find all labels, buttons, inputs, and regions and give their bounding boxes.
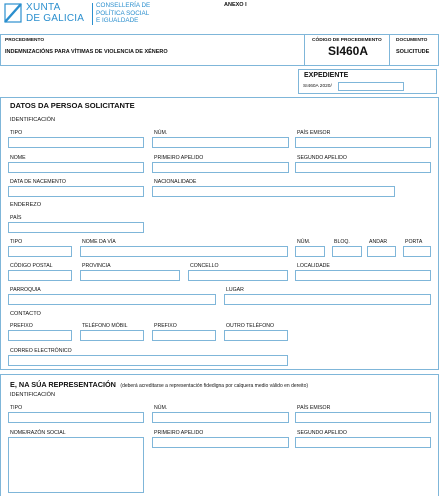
rep-identificacion-title: IDENTIFICACIÓN [10, 392, 56, 398]
pais-label: PAÍS [10, 215, 22, 221]
procedure-divider-2 [389, 34, 390, 66]
concello-input[interactable] [188, 270, 288, 281]
prefixo-label: PREFIXO [10, 323, 33, 329]
expediente-number-input[interactable] [338, 82, 404, 91]
contacto-title: CONTACTO [10, 311, 41, 317]
enderezo-tipo-input[interactable] [8, 246, 72, 257]
logo-divider [92, 3, 93, 25]
dept-line1: CONSELLERÍA DE [96, 2, 151, 9]
nacionalidade-input[interactable] [152, 186, 395, 197]
representacion-note: (deberá acreditarse a representación fidedigna por calquera medio válido en dereito) [120, 383, 309, 389]
parroquia-input[interactable] [8, 294, 216, 305]
codigo-value: SI460A [328, 44, 369, 58]
provincia-input[interactable] [80, 270, 180, 281]
localidade-input[interactable] [295, 270, 431, 281]
pais-emisor-input[interactable] [295, 137, 431, 148]
bloq-label: BLOQ. [334, 239, 350, 245]
tipo-input[interactable] [8, 137, 144, 148]
solicitante-title: DATOS DA PERSOA SOLICITANTE [10, 101, 135, 110]
enderezo-tipo-label: TIPO [10, 239, 23, 245]
rep-tipo-input[interactable] [8, 412, 144, 423]
rep-pais-emisor-label: PAÍS EMISOR [297, 405, 331, 411]
outro-telefono-input[interactable] [224, 330, 288, 341]
lugar-input[interactable] [224, 294, 431, 305]
xunta-logo [4, 2, 92, 26]
rep-num-input[interactable] [152, 412, 289, 423]
bloq-input[interactable] [332, 246, 362, 257]
localidade-label: LOCALIDADE [297, 263, 330, 269]
rep-segundo-apelido-input[interactable] [295, 437, 431, 448]
nome-via-label: NOME DA VÍA [82, 239, 116, 245]
procedure-divider-1 [304, 34, 305, 66]
enderezo-num-input[interactable] [295, 246, 325, 257]
codigo-postal-input[interactable] [8, 270, 72, 281]
andar-input[interactable] [367, 246, 396, 257]
parroquia-label: PARROQUIA [10, 287, 41, 293]
data-nacemento-input[interactable] [8, 186, 144, 197]
representacion-heading [10, 378, 308, 391]
segundo-apelido-label: SEGUNDO APELIDO [297, 155, 347, 161]
num-input[interactable] [152, 137, 289, 148]
rep-primeiro-apelido-label: PRIMEIRO APELIDO [154, 430, 204, 436]
expediente-prefix: SI460A 2020/ [303, 84, 332, 89]
telefono-movil-label: TELÉFONO MÓBIL [82, 323, 128, 329]
correo-input[interactable] [8, 355, 288, 366]
data-nacemento-label: DATA DE NACEMENTO [10, 179, 66, 185]
expediente-title: EXPEDIENTE [304, 72, 349, 79]
anexo-label: ANEXO I [224, 2, 247, 8]
nome-label: NOME [10, 155, 26, 161]
provincia-label: PROVINCIA [82, 263, 111, 269]
porta-label: PORTA [405, 239, 423, 245]
primeiro-apelido-label: PRIMEIRO APELIDO [154, 155, 204, 161]
rep-tipo-label: TIPO [10, 405, 23, 411]
procedimento-value: INDEMNIZACIÓNS PARA VÍTIMAS DE VIOLENCIA DE XÉNERO [5, 49, 168, 55]
rep-pais-emisor-input[interactable] [295, 412, 431, 423]
pais-input[interactable] [8, 222, 144, 233]
documento-label: DOCUMENTO [396, 38, 428, 43]
rep-num-label: NÚM. [154, 405, 168, 411]
pais-emisor-label: PAÍS EMISOR [297, 130, 331, 136]
logo-line1: XUNTA [26, 2, 61, 13]
procedimento-label: PROCEDIMENTO [5, 38, 45, 43]
rep-nome-razon-label: NOME/RAZÓN SOCIAL [10, 430, 66, 436]
logo-line2: DE GALICIA [26, 13, 85, 24]
concello-label: CONCELLO [190, 263, 219, 269]
nome-input[interactable] [8, 162, 144, 173]
dept-line2: POLÍTICA SOCIAL [96, 9, 150, 17]
porta-input[interactable] [403, 246, 431, 257]
codigo-postal-label: CÓDIGO POSTAL [10, 263, 53, 269]
rep-primeiro-apelido-input[interactable] [152, 437, 289, 448]
department-name [96, 2, 150, 25]
tipo-label: TIPO [10, 130, 23, 136]
telefono-movil-input[interactable] [80, 330, 144, 341]
nacionalidade-label: NACIONALIDADE [154, 179, 197, 185]
identificacion-title: IDENTIFICACIÓN [10, 117, 56, 123]
rep-segundo-apelido-label: SEGUNDO APELIDO [297, 430, 347, 436]
primeiro-apelido-input[interactable] [152, 162, 289, 173]
segundo-apelido-input[interactable] [295, 162, 431, 173]
xunta-flag-icon [4, 3, 22, 23]
codigo-label: CÓDIGO DE PROCEDEMENTO [312, 38, 382, 43]
prefixo2-input[interactable] [152, 330, 216, 341]
rep-nome-razon-input[interactable] [8, 437, 144, 493]
prefixo-input[interactable] [8, 330, 72, 341]
outro-telefono-label: OUTRO TELÉFONO [226, 323, 275, 329]
enderezo-num-label: NÚM. [297, 239, 311, 245]
dept-line3: E IGUALDADE [96, 17, 139, 24]
num-label: NÚM. [154, 130, 168, 136]
documento-value: SOLICITUDE [396, 49, 430, 55]
correo-label: CORREO ELECTRÓNICO [10, 348, 72, 354]
prefixo2-label: PREFIXO [154, 323, 177, 329]
representacion-title: E, NA SÚA REPRESENTACIÓN [10, 380, 116, 389]
andar-label: ANDAR [369, 239, 388, 245]
nome-via-input[interactable] [80, 246, 288, 257]
enderezo-title: ENDEREZO [10, 202, 42, 208]
lugar-label: LUGAR [226, 287, 244, 293]
